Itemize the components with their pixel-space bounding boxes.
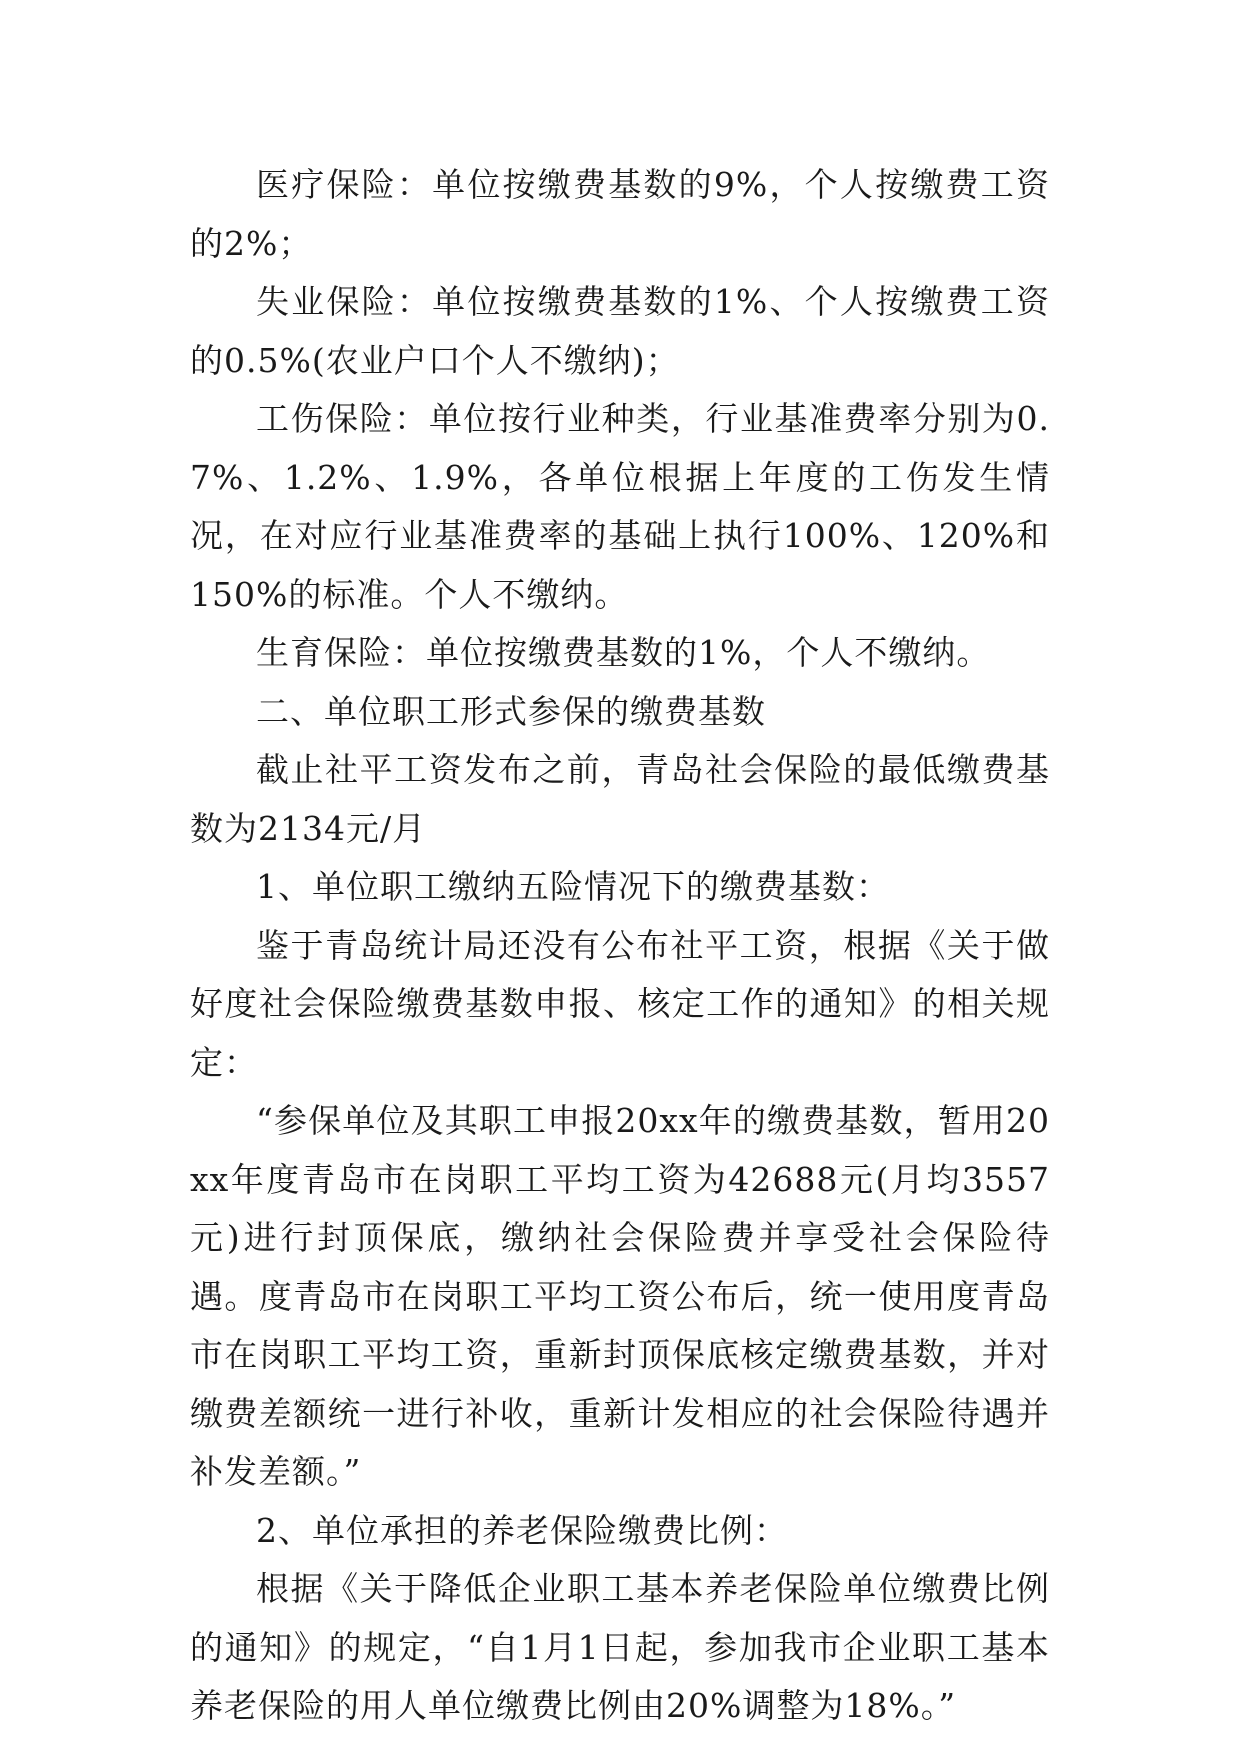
paragraph-unemployment-insurance: 失业保险：单位按缴费基数的1%、个人按缴费工资的0.5%(农业户口个人不缴纳)； xyxy=(190,282,1050,380)
document-body xyxy=(190,156,1050,1736)
paragraph-quoted-regulation: “参保单位及其职工申报20xx年的缴费基数，暂用20xx年度青岛市在岗职工平均工资为42688元(月均3557元)进行封顶保底，缴纳社会保险费并享受社会保险待遇。度青岛市在岗职工平均工资公布后，统一使用度青岛市在岗职工平均工资，重新封顶保底核定缴费基数，并对缴费差额统一进行补收，重新计发相应的社会保险待遇并补发差额。” xyxy=(190,1101,1050,1491)
subheading-five-insurances-base: 1、单位职工缴纳五险情况下的缴费基数： xyxy=(256,867,890,906)
paragraph-work-injury-insurance: 工伤保险：单位按行业种类，行业基准费率分别为0.7%、1.2%、1.9%，各单位根据上年度的工伤发生情况，在对应行业基准费率的基础上执行100%、120%和150%的标准。个人不缴纳。 xyxy=(190,399,1050,614)
paragraph-medical-insurance: 医疗保险：单位按缴费基数的9%，个人按缴费工资的2%； xyxy=(190,165,1050,263)
paragraph-minimum-base: 截止社平工资发布之前，青岛社会保险的最低缴费基数为2134元/月 xyxy=(190,750,1050,848)
section-heading-contribution-base: 二、单位职工形式参保的缴费基数 xyxy=(256,691,766,731)
paragraph-maternity-insurance: 生育保险：单位按缴费基数的1%，个人不缴纳。 xyxy=(256,633,991,672)
paragraph-pension-notice: 根据《关于降低企业职工基本养老保险单位缴费比例的通知》的规定，“自1月1日起，参加我市企业职工基本养老保险的用人单位缴费比例由20%调整为18%。” xyxy=(190,1569,1050,1725)
subheading-pension-ratio: 2、单位承担的养老保险缴费比例： xyxy=(256,1510,788,1550)
paragraph-statistics-bureau: 鉴于青岛统计局还没有公布社平工资，根据《关于做好度社会保险缴费基数申报、核定工作的通知》的相关规定： xyxy=(190,925,1050,1082)
